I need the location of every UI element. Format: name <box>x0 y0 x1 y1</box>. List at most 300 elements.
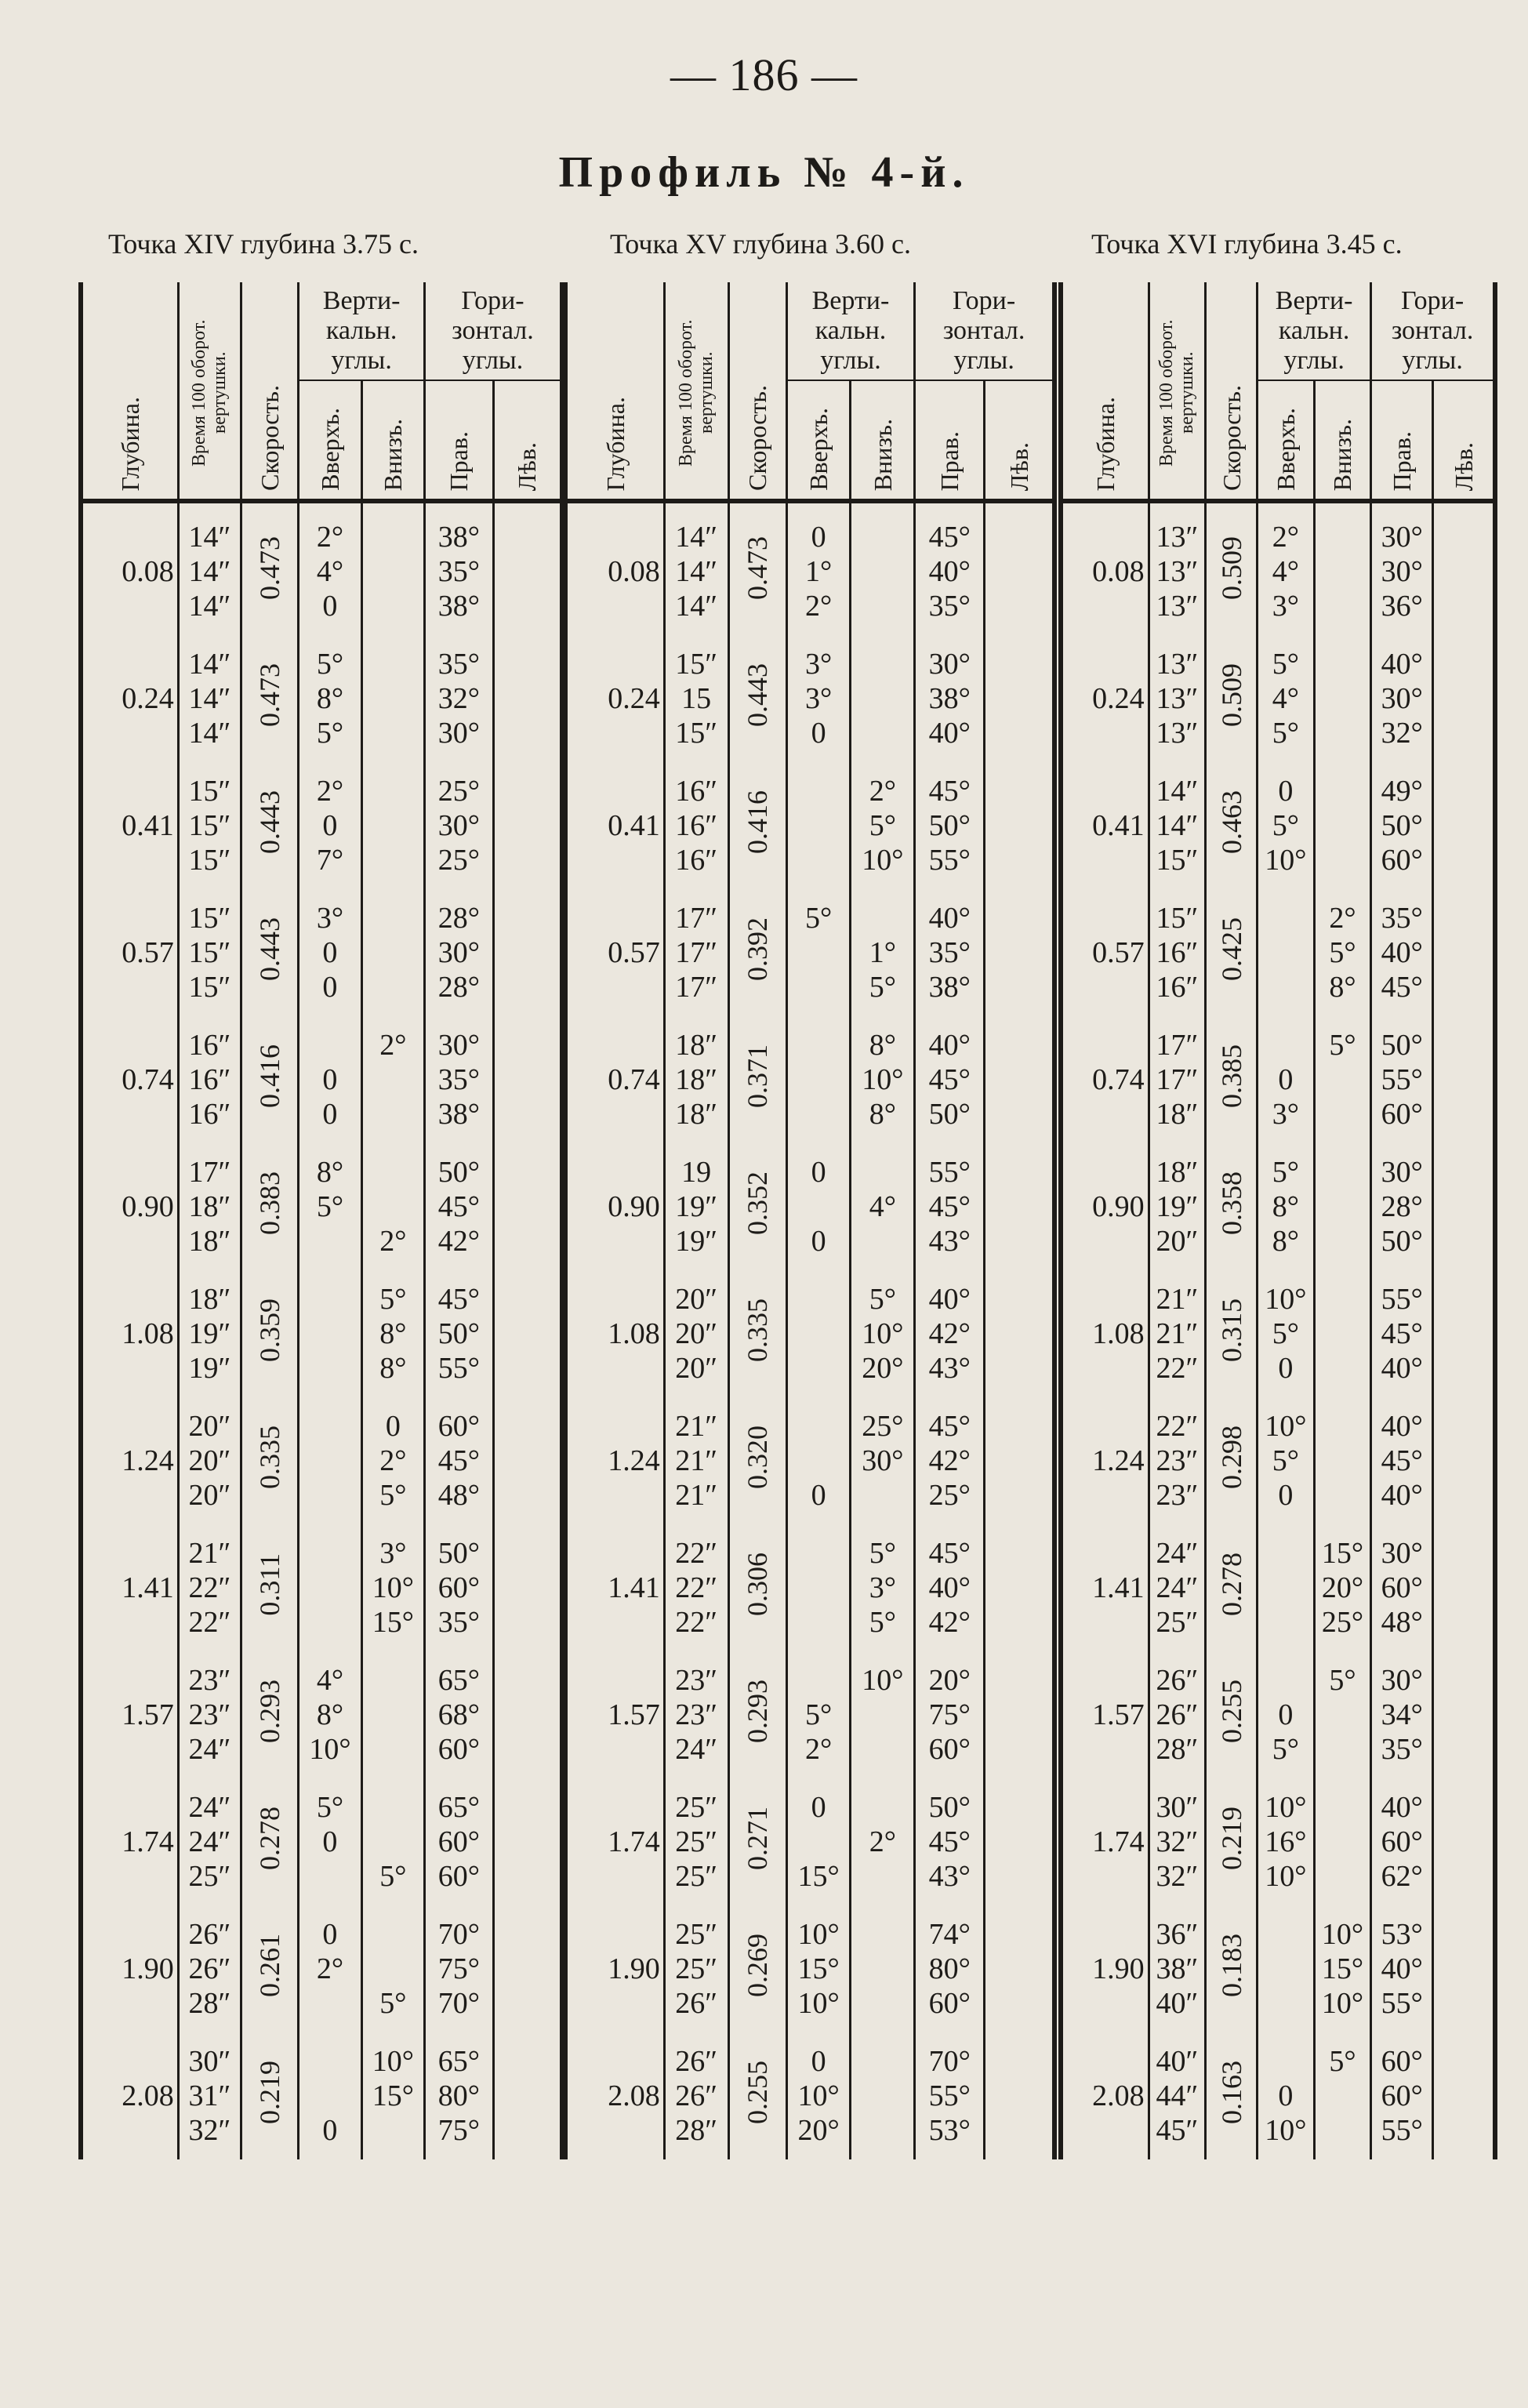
up-value <box>788 1189 850 1224</box>
col-speed: Скорость. <box>728 282 786 501</box>
right-value: 40° <box>928 1029 971 1062</box>
time-value: 25″ <box>1156 1606 1199 1639</box>
up-value: 5° <box>805 1698 833 1731</box>
time-cell <box>664 508 728 635</box>
speed-cell <box>241 1905 299 2032</box>
up-value: 8° <box>316 1156 344 1189</box>
depth-cell: 2.08 <box>81 2032 178 2159</box>
right-value: 70° <box>437 1918 480 1951</box>
left-value <box>985 1155 1052 1189</box>
left-value <box>1434 1478 1493 1513</box>
up-value <box>299 1859 360 1894</box>
up-value: 2° <box>316 521 344 554</box>
up-cell <box>1258 1905 1315 2032</box>
left-cell <box>1433 1778 1495 1905</box>
left-cell <box>493 762 562 889</box>
right-value: 60° <box>437 1410 480 1443</box>
down-value: 2° <box>869 775 896 808</box>
time-value: 25″ <box>675 1918 718 1951</box>
down-value <box>363 843 423 877</box>
up-value: 0 <box>811 1156 826 1189</box>
up-cell <box>786 1778 851 1905</box>
speed-cell <box>1206 1143 1258 1270</box>
left-value <box>985 520 1052 554</box>
left-value <box>985 1028 1052 1062</box>
down-value <box>1316 647 1370 681</box>
station-table-xiv <box>78 282 564 2159</box>
speed-cell <box>1206 1905 1258 2032</box>
time-value: 13″ <box>1156 590 1199 623</box>
right-value: 20° <box>928 1664 971 1697</box>
right-value: 30° <box>1381 555 1423 588</box>
right-cell <box>425 2032 494 2159</box>
left-value <box>495 681 560 716</box>
table-row <box>1061 1397 1495 1524</box>
down-value: 5° <box>1329 2045 1356 2078</box>
time-value: 15″ <box>675 717 718 750</box>
left-value <box>985 774 1052 808</box>
down-cell <box>361 635 424 762</box>
left-value <box>495 2044 560 2079</box>
table-row <box>1061 508 1495 635</box>
time-value: 30″ <box>1156 1791 1199 1824</box>
col-time: Время 100 оборот. вертушки. <box>178 282 241 501</box>
up-cell <box>786 762 851 889</box>
left-value <box>1434 1444 1493 1478</box>
left-cell <box>985 1397 1054 1524</box>
left-value <box>1434 1859 1493 1894</box>
speed-value: 0.509 <box>1215 536 1247 600</box>
left-value <box>495 1663 560 1698</box>
depth-cell: 1.41 <box>1061 1524 1149 1651</box>
up-value <box>299 1224 360 1258</box>
right-value: 45° <box>928 1190 971 1223</box>
right-value: 55° <box>1381 2114 1423 2147</box>
speed-value: 0.359 <box>254 1298 286 1362</box>
left-value <box>985 901 1052 935</box>
up-cell <box>786 1016 851 1143</box>
left-value <box>985 1952 1052 1986</box>
measurement-table <box>78 282 564 2159</box>
table-row <box>565 1651 1054 1778</box>
right-value: 45° <box>928 521 971 554</box>
down-value: 2° <box>379 1029 407 1062</box>
left-value <box>495 1317 560 1351</box>
speed-value: 0.219 <box>254 2061 286 2124</box>
up-cell <box>1258 1397 1315 1524</box>
right-value: 70° <box>437 1987 480 2020</box>
right-value: 48° <box>437 1479 480 1512</box>
down-value <box>363 1663 423 1698</box>
left-value <box>1434 808 1493 843</box>
up-cell <box>786 1524 851 1651</box>
speed-cell <box>728 508 786 635</box>
up-value <box>1258 901 1313 935</box>
left-value <box>1434 1282 1493 1317</box>
right-value: 65° <box>437 2045 480 2078</box>
down-value <box>1316 1444 1370 1478</box>
left-value <box>985 1732 1052 1767</box>
left-value <box>495 554 560 589</box>
left-value <box>1434 1097 1493 1131</box>
right-value: 53° <box>928 2114 971 2147</box>
time-value: 23″ <box>675 1664 718 1697</box>
right-cell <box>425 1016 494 1143</box>
up-value: 0 <box>1278 1479 1294 1512</box>
table-row <box>565 889 1054 1016</box>
speed-cell <box>241 1524 299 1651</box>
depth-cell: 0.74 <box>81 1016 178 1143</box>
left-value <box>1434 1732 1493 1767</box>
col-vertical-angles: Верти-кальн. углы. <box>299 282 425 380</box>
table-row <box>81 1397 562 1524</box>
left-value <box>495 901 560 935</box>
up-cell <box>299 1651 361 1778</box>
left-value <box>1434 1189 1493 1224</box>
left-value <box>495 1952 560 1986</box>
right-value: 30° <box>1381 1156 1423 1189</box>
right-value: 35° <box>437 555 480 588</box>
left-value <box>1434 901 1493 935</box>
down-value <box>1316 1317 1370 1351</box>
left-value <box>985 554 1052 589</box>
right-cell <box>1371 1778 1433 1905</box>
time-value: 16″ <box>188 1098 231 1131</box>
time-cell <box>178 1524 241 1651</box>
time-value: 24″ <box>188 1733 231 1766</box>
left-value <box>985 716 1052 750</box>
right-cell <box>915 2032 985 2159</box>
left-value <box>495 1409 560 1444</box>
up-value: 2° <box>316 775 344 808</box>
time-value: 32″ <box>188 2114 231 2147</box>
up-value: 10° <box>797 1918 840 1951</box>
down-cell <box>851 1016 915 1143</box>
down-value <box>363 1155 423 1189</box>
down-cell <box>361 1143 424 1270</box>
right-value: 45° <box>928 1825 971 1858</box>
table-row <box>81 889 562 1016</box>
col-time: Время 100 оборот. вертушки. <box>664 282 728 501</box>
left-value <box>985 1790 1052 1825</box>
time-cell <box>1149 1143 1206 1270</box>
down-value <box>363 520 423 554</box>
right-value: 62° <box>1381 1860 1423 1893</box>
measurement-table <box>563 282 1057 2159</box>
speed-value: 0.509 <box>1215 663 1247 727</box>
right-cell <box>1371 1270 1433 1397</box>
down-value <box>851 1790 913 1825</box>
down-value <box>1316 520 1370 554</box>
left-cell <box>1433 1397 1495 1524</box>
up-value: 0 <box>322 590 338 623</box>
time-value: 26″ <box>188 1952 231 1985</box>
left-value <box>495 1062 560 1097</box>
speed-cell <box>1206 1270 1258 1397</box>
down-value <box>1316 2079 1370 2113</box>
time-cell <box>1149 1270 1206 1397</box>
time-value: 20″ <box>188 1410 231 1443</box>
right-value: 40° <box>1381 936 1423 969</box>
up-value <box>788 1062 850 1097</box>
right-value: 60° <box>928 1987 971 2020</box>
up-value: 8° <box>316 682 344 715</box>
up-value: 8° <box>1272 1190 1299 1223</box>
right-value: 50° <box>1381 1225 1423 1258</box>
table-row <box>565 1016 1054 1143</box>
right-value: 38° <box>437 521 480 554</box>
left-value <box>1434 716 1493 750</box>
down-value <box>1316 774 1370 808</box>
right-cell <box>1371 1651 1433 1778</box>
depth-cell: 0.41 <box>565 762 664 889</box>
down-cell <box>361 762 424 889</box>
right-value: 32° <box>1381 717 1423 750</box>
left-value <box>495 1698 560 1732</box>
time-value: 22″ <box>675 1606 718 1639</box>
left-value <box>1434 1317 1493 1351</box>
speed-value: 0.269 <box>742 1934 774 1997</box>
right-value: 25° <box>437 775 480 808</box>
up-value: 0 <box>1278 1063 1294 1096</box>
up-value: 5° <box>1272 1444 1299 1477</box>
down-value <box>851 901 913 935</box>
time-value: 19″ <box>675 1190 718 1223</box>
time-cell <box>664 762 728 889</box>
speed-cell <box>1206 1651 1258 1778</box>
up-value <box>299 1444 360 1478</box>
up-cell <box>299 889 361 1016</box>
time-value: 22″ <box>1156 1410 1199 1443</box>
right-value: 60° <box>437 1860 480 1893</box>
time-cell <box>1149 1905 1206 2032</box>
up-cell <box>1258 889 1315 1016</box>
time-value: 17″ <box>1156 1063 1199 1096</box>
up-value <box>788 1571 850 1605</box>
up-cell <box>786 1651 851 1778</box>
down-value <box>851 1478 913 1513</box>
down-value: 5° <box>869 971 896 1004</box>
down-value <box>363 589 423 623</box>
time-value: 25″ <box>675 1825 718 1858</box>
station-header: Точка XV глубина 3.60 с. <box>610 228 911 260</box>
down-value: 3° <box>869 1571 896 1604</box>
down-value <box>363 1097 423 1131</box>
right-value: 40° <box>928 1283 971 1316</box>
up-value: 3° <box>1272 1098 1299 1131</box>
time-cell <box>178 1143 241 1270</box>
depth-cell: 0.90 <box>81 1143 178 1270</box>
right-value: 45° <box>1381 1444 1423 1477</box>
time-value: 25″ <box>675 1791 718 1824</box>
time-cell <box>1149 1778 1206 1905</box>
down-cell <box>1314 889 1371 1016</box>
left-cell <box>493 635 562 762</box>
left-value <box>495 2113 560 2148</box>
left-value <box>495 970 560 1004</box>
down-value <box>1316 1224 1370 1258</box>
time-value: 13″ <box>1156 521 1199 554</box>
down-value <box>851 1917 913 1952</box>
right-value: 43° <box>928 1860 971 1893</box>
left-cell <box>985 1143 1054 1270</box>
time-value: 19″ <box>1156 1190 1199 1223</box>
down-value: 20° <box>1321 1571 1364 1604</box>
up-value: 0 <box>811 1791 826 1824</box>
left-value <box>1434 1536 1493 1571</box>
down-value <box>1316 1409 1370 1444</box>
right-cell <box>425 1651 494 1778</box>
down-value <box>363 808 423 843</box>
right-cell <box>915 1397 985 1524</box>
table-row <box>1061 889 1495 1016</box>
down-value: 2° <box>1329 902 1356 935</box>
left-value <box>985 843 1052 877</box>
up-value <box>299 1351 360 1386</box>
up-value: 0 <box>322 809 338 842</box>
right-value: 55° <box>437 1352 480 1385</box>
right-value: 40° <box>1381 1410 1423 1443</box>
up-value <box>299 2079 360 2113</box>
time-value: 36″ <box>1156 1918 1199 1951</box>
speed-value: 0.261 <box>254 1934 286 1997</box>
col-right: Прав. <box>915 380 985 501</box>
left-value <box>985 808 1052 843</box>
down-value: 5° <box>869 1537 896 1570</box>
depth-cell: 1.57 <box>565 1651 664 1778</box>
right-value: 40° <box>1381 1952 1423 1985</box>
left-cell <box>1433 1905 1495 2032</box>
left-value <box>1434 1571 1493 1605</box>
down-value <box>851 1155 913 1189</box>
left-value <box>1434 1351 1493 1386</box>
down-value <box>363 1189 423 1224</box>
speed-cell <box>1206 2032 1258 2159</box>
time-value: 13″ <box>1156 682 1199 715</box>
down-value: 5° <box>869 809 896 842</box>
left-value <box>1434 2079 1493 2113</box>
left-value <box>495 1536 560 1571</box>
up-value: 0 <box>811 2045 826 2078</box>
station-header: Точка XVI глубина 3.45 с. <box>1091 228 1403 260</box>
speed-value: 0.255 <box>1215 1680 1247 1743</box>
down-value <box>363 681 423 716</box>
table-row <box>81 1270 562 1397</box>
time-value: 21″ <box>675 1479 718 1512</box>
depth-cell: 1.08 <box>1061 1270 1149 1397</box>
table-row <box>565 1143 1054 1270</box>
speed-value: 0.352 <box>742 1171 774 1235</box>
left-value <box>985 1444 1052 1478</box>
time-cell <box>178 1778 241 1905</box>
depth-cell: 1.08 <box>565 1270 664 1397</box>
left-value <box>495 1224 560 1258</box>
up-value <box>788 774 850 808</box>
time-value: 23″ <box>1156 1444 1199 1477</box>
time-value: 15″ <box>188 902 231 935</box>
up-value: 5° <box>1272 1733 1299 1766</box>
time-cell <box>664 2032 728 2159</box>
speed-value: 0.473 <box>254 536 286 600</box>
up-value: 0 <box>322 1098 338 1131</box>
time-value: 22″ <box>1156 1352 1199 1385</box>
time-value: 13″ <box>1156 648 1199 681</box>
right-value: 30° <box>437 809 480 842</box>
down-value <box>1316 1062 1370 1097</box>
left-value <box>985 1282 1052 1317</box>
left-value <box>985 1478 1052 1513</box>
table-row <box>1061 1651 1495 1778</box>
up-value <box>1258 970 1313 1004</box>
up-cell <box>786 635 851 762</box>
time-value: 14″ <box>188 717 231 750</box>
right-value: 28° <box>1381 1190 1423 1223</box>
speed-value: 0.473 <box>742 536 774 600</box>
up-cell <box>1258 1143 1315 1270</box>
table-row <box>81 635 562 762</box>
up-cell <box>786 1270 851 1397</box>
time-cell <box>664 1270 728 1397</box>
time-value: 14″ <box>675 521 718 554</box>
down-value: 1° <box>869 936 896 969</box>
time-value: 38″ <box>1156 1952 1199 1985</box>
right-value: 35° <box>437 1063 480 1096</box>
down-value: 15° <box>372 2079 414 2112</box>
up-value <box>1258 1028 1313 1062</box>
left-cell <box>1433 1270 1495 1397</box>
down-cell <box>1314 1397 1371 1524</box>
left-cell <box>493 2032 562 2159</box>
left-cell <box>493 1651 562 1778</box>
left-value <box>1434 843 1493 877</box>
left-value <box>495 1790 560 1825</box>
down-value <box>851 2113 913 2148</box>
right-value: 50° <box>437 1317 480 1350</box>
right-value: 75° <box>437 1952 480 1985</box>
right-value: 30° <box>1381 1537 1423 1570</box>
left-value <box>495 1189 560 1224</box>
up-value <box>788 808 850 843</box>
right-cell <box>425 762 494 889</box>
col-speed: Скорость. <box>241 282 299 501</box>
depth-cell: 2.08 <box>565 2032 664 2159</box>
right-value: 65° <box>437 1664 480 1697</box>
right-value: 40° <box>1381 648 1423 681</box>
right-cell <box>915 1651 985 1778</box>
left-value <box>985 1317 1052 1351</box>
down-value <box>363 1917 423 1952</box>
left-value <box>985 1351 1052 1386</box>
time-value: 28″ <box>188 1987 231 2020</box>
time-value: 24″ <box>188 1825 231 1858</box>
right-value: 80° <box>928 1952 971 1985</box>
right-value: 60° <box>1381 1098 1423 1131</box>
speed-cell <box>241 2032 299 2159</box>
left-value <box>1434 1155 1493 1189</box>
time-value: 15″ <box>188 971 231 1004</box>
up-value <box>788 1825 850 1859</box>
left-value <box>985 1917 1052 1952</box>
down-value <box>851 589 913 623</box>
speed-value: 0.358 <box>1215 1171 1247 1235</box>
table-row <box>81 1778 562 1905</box>
speed-value: 0.416 <box>254 1044 286 1108</box>
up-value <box>788 935 850 970</box>
down-value <box>363 1790 423 1825</box>
depth-cell: 2.08 <box>1061 2032 1149 2159</box>
time-cell <box>1149 1524 1206 1651</box>
up-value: 2° <box>316 1952 344 1985</box>
